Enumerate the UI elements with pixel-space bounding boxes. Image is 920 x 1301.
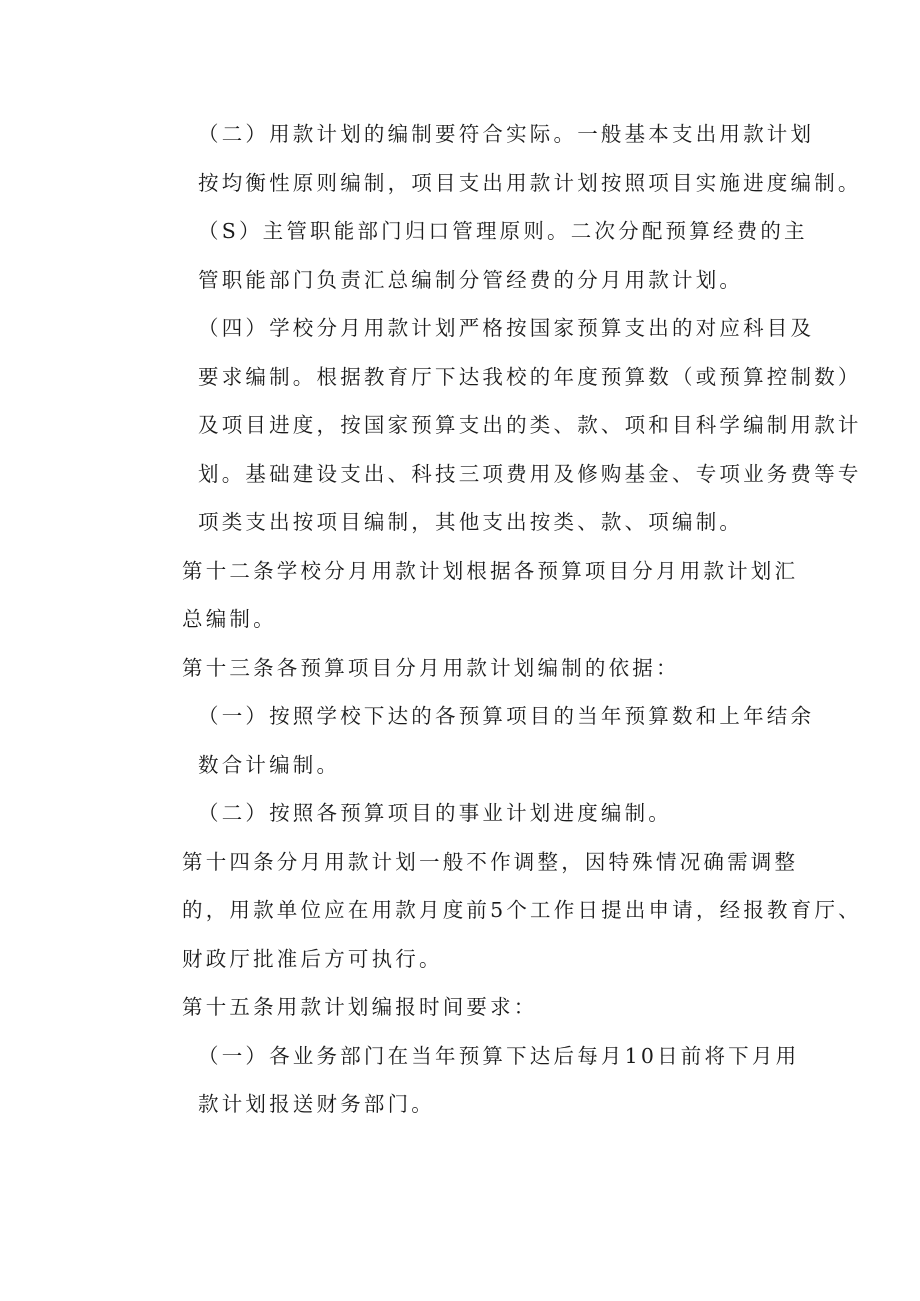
- paragraph-article-14: [136, 838, 862, 984]
- text-line: 数合计编制。: [198, 752, 341, 777]
- text-line: 财政厅批准后方可执行。: [182, 946, 443, 971]
- text-line: 管职能部门负责汇总编制分管经费的分月用款计划。: [198, 267, 744, 292]
- document-body: [136, 110, 862, 1129]
- paragraph-article-15: [136, 983, 792, 1032]
- text-line: 第十四条分月用款计划一般不作调整，因特殊情况确需调整: [182, 849, 799, 874]
- paragraph-7: [136, 789, 792, 838]
- text-line: 项类支出按项目编制，其他支出按类、款、项编制。: [198, 510, 744, 534]
- paragraph-article-12: [136, 547, 799, 644]
- text-line: 第十三条各预算项目分月用款计划编制的依据：: [182, 655, 680, 680]
- paragraph-6: [136, 692, 815, 789]
- text-line: 总编制。: [182, 607, 277, 631]
- text-line: 第十二条学校分月用款计划根据各预算项目分月用款计划汇: [182, 558, 799, 583]
- text-line: 按均衡性原则编制，项目支出用款计划按照项目实施进度编制。: [198, 170, 862, 195]
- text-line: （S）主管职能部门归口管理原则。二次分配预算经费的主: [198, 219, 808, 243]
- paragraph-3: [136, 304, 862, 547]
- text-line: 划。基础建设支出、科技三项费用及修购基金、专项业务费等专: [198, 461, 862, 486]
- paragraph-article-13: [136, 644, 792, 693]
- text-line: （四）学校分月用款计划严格按国家预算支出的对应科目及: [198, 316, 815, 340]
- text-line: 第十五条用款计划编报时间要求：: [182, 995, 538, 1019]
- text-line: 及项目进度，按国家预算支出的类、款、项和目科学编制用款计: [198, 413, 862, 437]
- text-line: （一）各业务部门在当年预算下达后每月10日前将下月用: [198, 1043, 800, 1068]
- paragraph-2: [136, 207, 808, 304]
- paragraph-10: [136, 1032, 800, 1129]
- text-line: （二）用款计划的编制要符合实际。一般基本支出用款计划: [198, 122, 815, 146]
- text-line: 款计划报送财务部门。: [198, 1092, 435, 1116]
- text-line: 的，用款单位应在用款月度前5个工作日提出申请，经报教育厅、: [182, 898, 862, 922]
- paragraph-1: [136, 110, 862, 207]
- text-line: 要求编制。根据教育厅下达我校的年度预算数（或预算控制数）: [198, 364, 862, 389]
- text-line: （二）按照各预算项目的事业计划进度编制。: [198, 801, 672, 825]
- text-line: （一）按照学校下达的各预算项目的当年预算数和上年结余: [198, 704, 815, 728]
